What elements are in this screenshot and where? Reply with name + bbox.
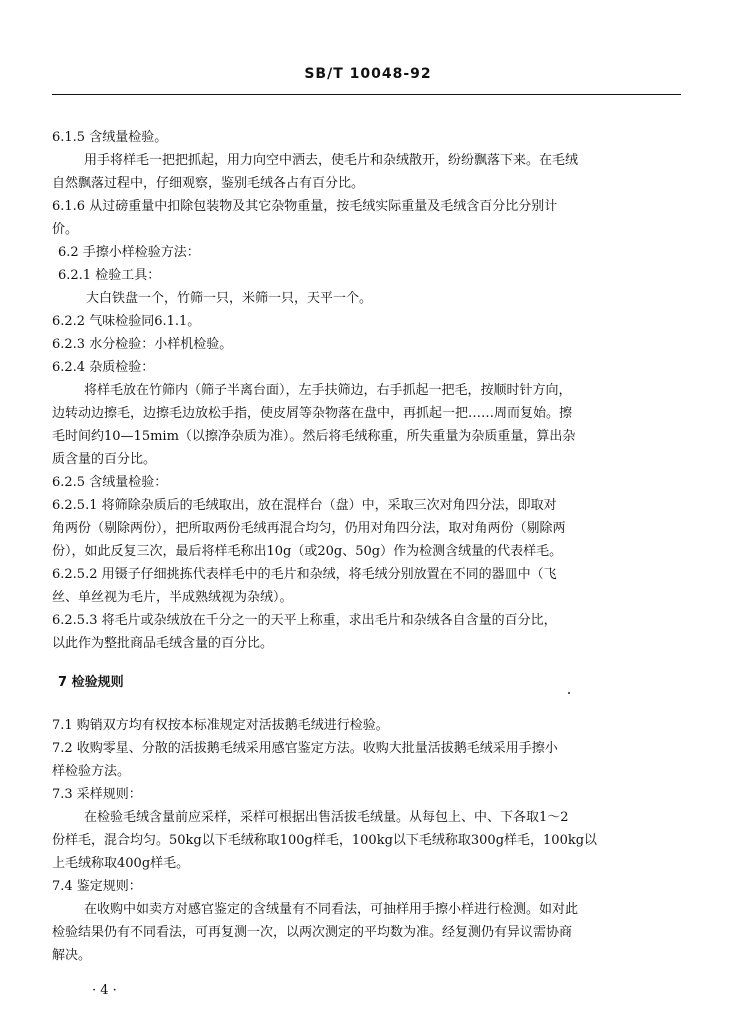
paragraph-line: 用手将样毛一把把抓起，用力向空中洒去，使毛片和杂绒散开，纷纷飘落下来。在毛绒 — [84, 153, 579, 168]
section-6-2: 6.2 手擦小样检验方法： — [58, 245, 200, 260]
page-number: · 4 · — [92, 983, 117, 998]
paragraph-line: 上毛绒称取400g样毛。 — [52, 856, 190, 871]
paragraph-line: 角两份（剔除两份），把所取两份毛绒再混合均匀，仍用对角四分法，取对角两份（剔除两 — [52, 521, 566, 536]
paragraph-line: 份），如此反复三次，最后将样毛称出10g（或20g、50g）作为检测含绒量的代表样毛。 — [52, 544, 563, 559]
paragraph-line: 在收购中如卖方对感官鉴定的含绒量有不同看法，可抽样用手擦小样进行检测。如对此 — [84, 902, 579, 917]
paragraph-line: 解决。 — [52, 948, 92, 963]
section-7-1: 7.1 购销双方均有权按本标准规定对活拔鹅毛绒进行检验。 — [52, 718, 389, 733]
section-6-2-1: 6.2.1 检验工具： — [58, 268, 161, 283]
section-7-heading: 7 检验规则 — [58, 675, 124, 690]
section-6-1-6: 6.1.6 从过磅重量中扣除包装物及其它杂物重量，按毛绒实际重量及毛绒含百分比分别计 — [52, 199, 558, 214]
section-6-2-4: 6.2.4 杂质检验： — [52, 360, 155, 375]
paragraph-line: 以此作为整批商品毛绒含量的百分比。 — [52, 636, 274, 651]
section-7-4: 7.4 鉴定规则： — [52, 879, 142, 894]
paragraph-line: 份样毛，混合均匀。50kg以下毛绒称取100g样毛，100kg以下毛绒称取300g样毛，100kg以 — [52, 833, 598, 848]
section-7-3: 7.3 采样规则： — [52, 787, 142, 802]
section-6-2-5-1: 6.2.5.1 将筛除杂质后的毛绒取出，放在混样台（盘）中，采取三次对角四分法，即取对 — [52, 498, 557, 513]
paragraph-line: 丝、单丝视为毛片，半成熟绒视为杂绒）。 — [52, 590, 293, 605]
paragraph-line: 样检验方法。 — [52, 764, 131, 779]
tools-list: 大白铁盘一个，竹筛一只，米筛一只，天平一个。 — [86, 291, 373, 306]
paragraph-line: 检验结果仍有不同看法，可再复测一次，以两次测定的平均数为准。经复测仍有异议需协商 — [52, 925, 573, 940]
paragraph-line: 价。 — [52, 222, 79, 237]
header-rule — [52, 94, 681, 95]
section-6-2-5-3: 6.2.5.3 将毛片或杂绒放在千分之一的天平上称重，求出毛片和杂绒各自含量的百分比， — [52, 613, 557, 628]
section-6-2-2: 6.2.2 气味检验同6.1.1。 — [52, 314, 201, 329]
paragraph-line: 自然飘落过程中，仔细观察，鉴别毛绒各占有百分比。 — [52, 176, 365, 191]
paragraph-line: 边转动边擦毛，边擦毛边放松手指，使皮屑等杂物落在盘中，再抓起一把……周而复始。擦 — [52, 406, 573, 421]
section-6-2-3: 6.2.3 水分检验：小样机检验。 — [52, 337, 233, 352]
section-6-1-5: 6.1.5 含绒量检验。 — [52, 130, 168, 145]
paragraph-line: 质含量的百分比。 — [52, 452, 157, 467]
section-6-2-5-2: 6.2.5.2 用镊子仔细挑拣代表样毛中的毛片和杂绒，将毛绒分别放置在不同的器皿中（飞 — [52, 567, 557, 582]
section-7-2: 7.2 收购零星、分散的活拔鹅毛绒采用感官鉴定方法。收购大批量活拔鹅毛绒采用手擦小 — [52, 741, 558, 756]
document-header: SB/T 10048-92 — [304, 66, 432, 82]
paragraph-line: 在检验毛绒含量前应采样，采样可根据出售活拔毛绒量。从每包上、中、下各取1～2 — [84, 810, 569, 825]
section-6-2-5: 6.2.5 含绒量检验： — [52, 475, 168, 490]
paragraph-line: 将样毛放在竹筛内（筛子半离台面），左手扶筛边，右手抓起一把毛，按顺时针方向， — [84, 383, 572, 398]
paragraph-line: 毛时间约10—15mim（以擦净杂质为准）。然后将毛绒称重，所失重量为杂质重量，算出杂 — [52, 429, 576, 444]
scan-speck — [568, 692, 570, 694]
